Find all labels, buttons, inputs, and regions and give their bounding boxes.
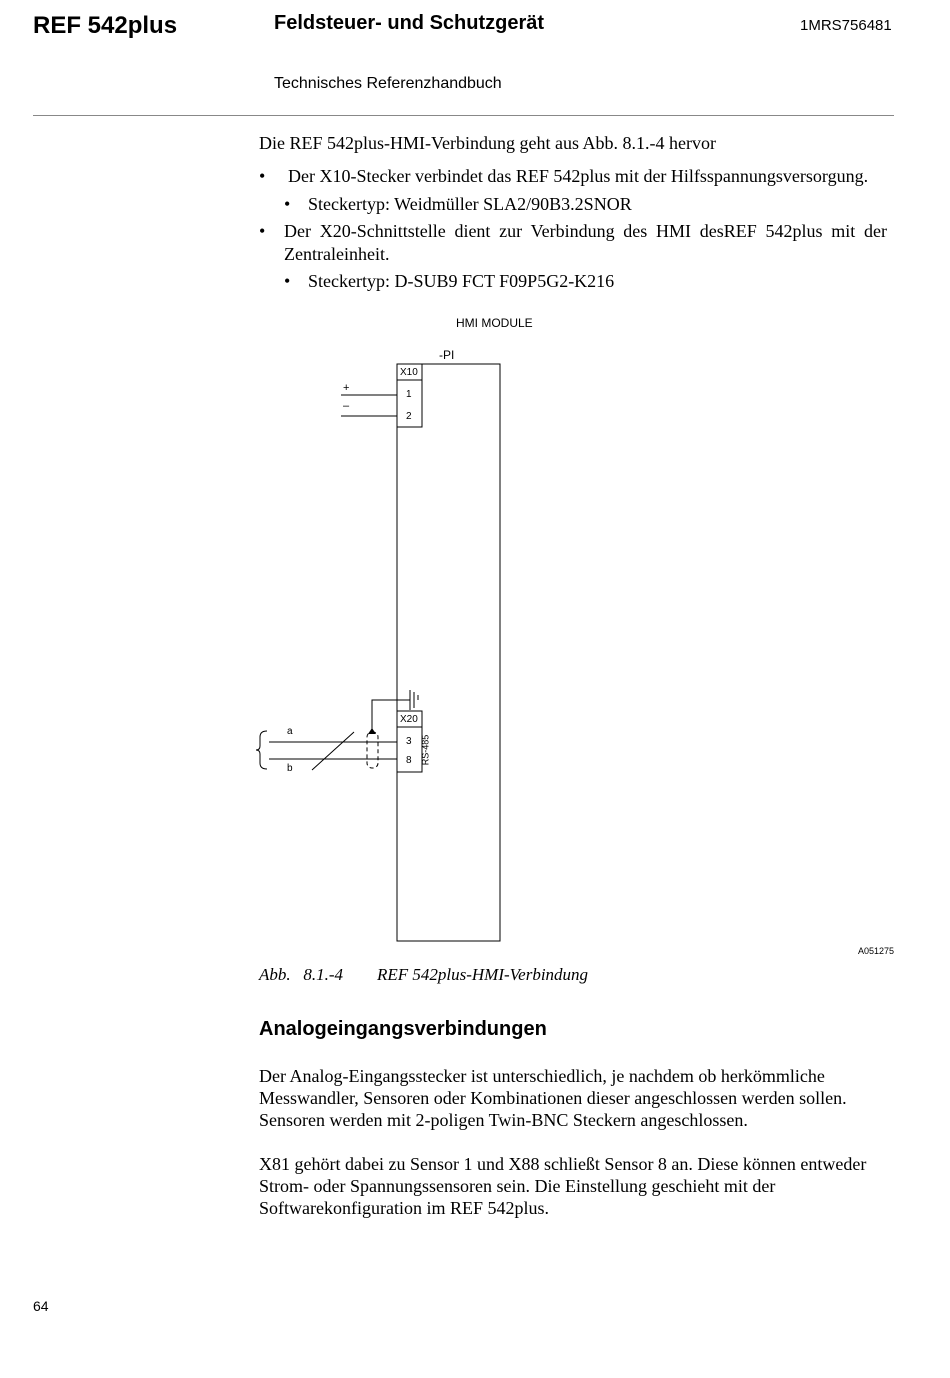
page-number: 64 — [33, 1298, 49, 1314]
figure-number: Abb. 8.1.-4 — [259, 965, 344, 984]
intro-paragraph: Die REF 542plus-HMI-Verbindung geht aus Abb. 8.1.-4 hervor — [259, 133, 716, 153]
document-number: 1MRS756481 — [800, 17, 892, 34]
document-title: Feldsteuer- und Schutzgerät — [274, 12, 545, 34]
figure-caption: REF 542plus-HMI-Verbindung — [377, 965, 589, 984]
sub-bullet-text: Steckertyp: D-SUB9 FCT F09P5G2-K216 — [308, 271, 615, 291]
bullet-text: Der X20-Schnittstelle dient zur Verbindung des HMI desREF 542plus mit der Zentraleinheit. — [284, 221, 887, 264]
bullet-symbol: • — [284, 194, 291, 214]
x10-pin-2: 2 — [406, 411, 412, 422]
x10-pin-1: 1 — [406, 389, 412, 400]
cable-shield-icon — [367, 732, 378, 768]
x20-pin-3: 3 — [406, 736, 412, 747]
body-paragraph: X81 gehört dabei zu Sensor 1 und X88 schließt Sensor 8 an. Diese können entweder Strom- oder Spannungssensoren sein. Die Einstellung geschieht mit der Softwarekonfiguration im REF 542plus. — [259, 1154, 867, 1218]
line-a-label: a — [287, 726, 293, 737]
module-title: HMI MODULE — [456, 316, 533, 330]
rs485-label: RS-485 — [420, 734, 431, 766]
module-reference: -PI — [439, 348, 455, 362]
section-heading: Analogeingangsverbindungen — [259, 1018, 547, 1040]
figure-code: A051275 — [858, 946, 895, 956]
x10-label: X10 — [400, 367, 418, 378]
brace-icon — [256, 731, 267, 769]
bullet-text: Der X10-Stecker verbindet das REF 542plus mit der Hilfsspannungsversorgung. — [288, 166, 869, 186]
bullet-symbol: • — [284, 271, 291, 291]
x20-label: X20 — [400, 714, 418, 725]
body-paragraph: Der Analog-Eingangsstecker ist unterschiedlich, je nachdem ob herkömmliche Messwandler, Sensoren oder Kombinationen dieser angeschlossen werden sollen. Sensoren werden mit 2-poligen Twin-BNC Steckern angeschlossen. — [259, 1066, 847, 1130]
product-name: REF 542plus — [33, 12, 178, 39]
plus-sign: + — [343, 382, 350, 394]
x20-pin-8: 8 — [406, 755, 412, 766]
document-subtitle: Technisches Referenzhandbuch — [274, 75, 502, 92]
bullet-symbol: • — [259, 166, 266, 186]
hmi-module-body — [397, 364, 500, 941]
minus-sign: – — [343, 400, 350, 412]
sub-bullet-text: Steckertyp: Weidmüller SLA2/90B3.2SNOR — [308, 194, 632, 214]
twisted-pair-icon — [312, 732, 354, 770]
bullet-symbol: • — [259, 221, 266, 241]
line-b-label: b — [287, 763, 293, 774]
